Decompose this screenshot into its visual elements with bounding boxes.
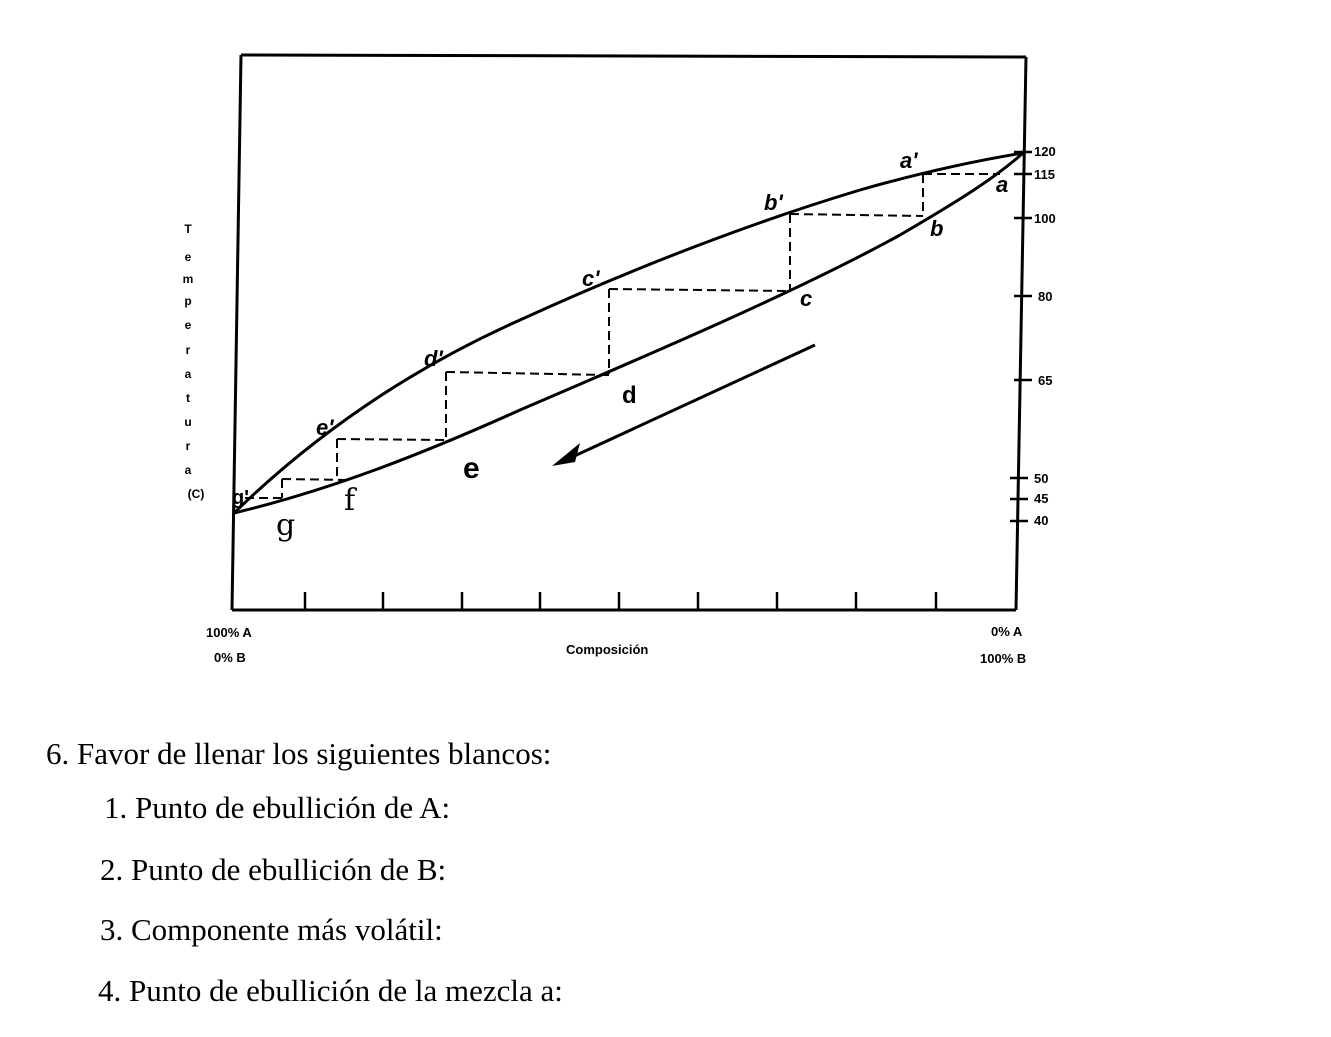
y-tick-label: 50 — [1034, 471, 1049, 486]
point-label-f: f — [344, 483, 356, 518]
y-axis-letter: u — [184, 415, 192, 429]
questions-block — [46, 735, 551, 778]
y-tick-label: 115 — [1034, 167, 1055, 182]
arrow-head — [552, 443, 580, 466]
point-label-e: e — [463, 452, 480, 485]
point-label-g: g — [276, 508, 296, 543]
y-axis-letter: a — [184, 367, 192, 381]
y-axis-letter: a — [184, 463, 192, 477]
x-label-left-bottom: 0% B — [214, 650, 246, 665]
point-label-g-prime: g' — [232, 487, 249, 509]
x-label-right-bottom: 100% B — [980, 651, 1027, 666]
question-item: 4. Punto de ebullición de la mezcla a: — [98, 973, 563, 1008]
point-label-c-prime: c' — [582, 266, 600, 291]
point-label-a: a — [996, 172, 1009, 197]
y-axis-letter: t — [186, 391, 190, 405]
y-tick-label: 65 — [1038, 373, 1053, 388]
y-axis-letter: e — [184, 318, 192, 332]
y-axis-letter: r — [185, 439, 191, 453]
x-axis-title: Composición — [566, 642, 649, 657]
x-ticks — [305, 592, 936, 610]
x-label-right-top: 0% A — [991, 624, 1023, 639]
point-label-e-prime: e' — [316, 415, 334, 440]
y-axis-letter: r — [185, 343, 191, 357]
vapor-curve — [234, 153, 1023, 513]
liquid-curve — [234, 153, 1023, 513]
tie-lines — [245, 174, 1000, 498]
point-label-c: c — [800, 286, 813, 311]
question-item: 3. Componente más volátil: — [100, 912, 443, 947]
point-label-b: b — [930, 216, 944, 241]
y-axis-letter: m — [182, 272, 194, 286]
x-label-left-top: 100% A — [206, 625, 252, 640]
y-tick-label: 120 — [1034, 144, 1056, 159]
y-axis-letter: p — [184, 294, 192, 308]
point-label-b-prime: b' — [764, 190, 783, 215]
y-tick-label: 80 — [1038, 289, 1053, 304]
y-axis-unit: (C) — [187, 487, 205, 501]
y-axis-title — [183, 222, 205, 501]
question-title: 6. Favor de llenar los siguientes blancos: — [46, 736, 552, 771]
frame-top — [241, 55, 1026, 57]
y-tick-label: 45 — [1034, 491, 1049, 506]
direction-arrow — [570, 345, 815, 458]
point-label-a-prime: a' — [900, 148, 918, 173]
point-label-d-prime: d' — [424, 346, 443, 371]
y-axis-letter: T — [184, 222, 192, 236]
y-tick-label: 100 — [1034, 211, 1056, 226]
frame-left — [232, 55, 241, 610]
point-label-d: d — [622, 382, 637, 409]
y-tick-label: 40 — [1034, 513, 1049, 528]
question-item: 2. Punto de ebullición de B: — [100, 852, 447, 887]
question-item: 1. Punto de ebullición de A: — [104, 790, 451, 825]
frame-right — [1016, 57, 1026, 610]
y-axis-letter: e — [184, 250, 192, 264]
